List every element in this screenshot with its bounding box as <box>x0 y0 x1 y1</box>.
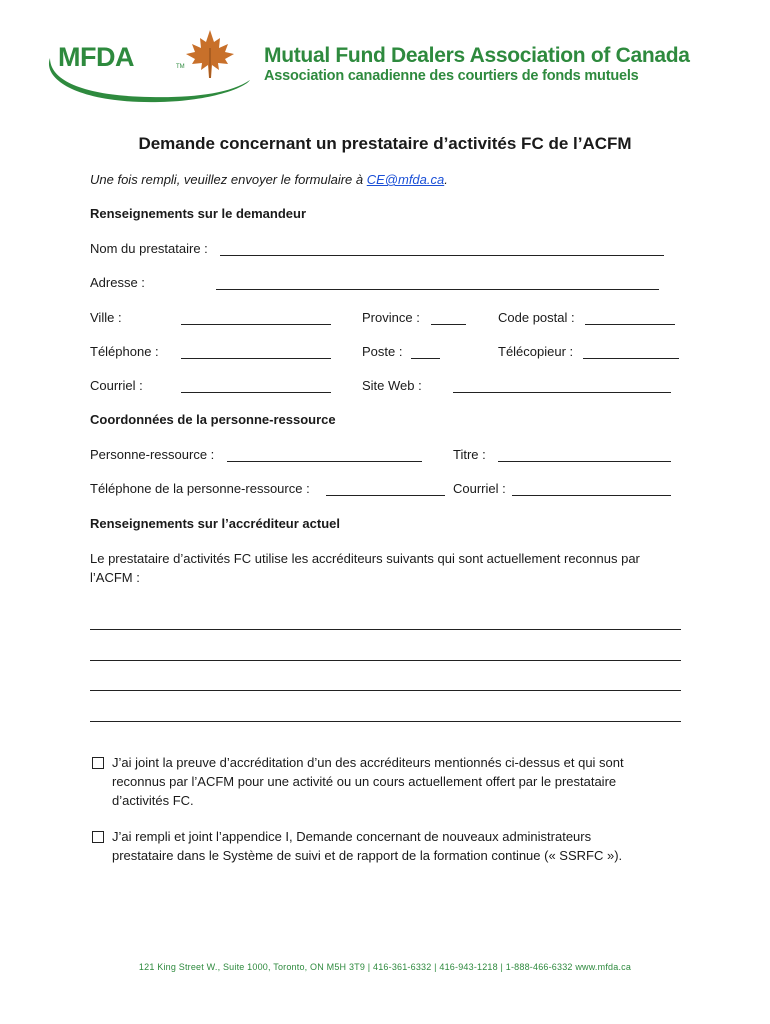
accreditor-entry-line-2[interactable] <box>90 660 681 661</box>
checkbox-1-line-3: d’activités FC. <box>112 793 194 808</box>
intro-instruction: Une fois rempli, veuillez envoyer le formulaire à <box>90 172 367 187</box>
provider-name-label: Nom du prestataire : <box>90 241 208 256</box>
checkbox-1-line-2: reconnus par l’ACFM pour une activité ou un cours actuellement offert par le prestataire <box>112 774 617 789</box>
contact-email-field[interactable] <box>512 495 671 496</box>
appendix-attached-checkbox[interactable] <box>92 831 104 843</box>
email-field[interactable] <box>181 392 331 393</box>
accreditor-entry-line-1[interactable] <box>90 629 681 630</box>
city-field[interactable] <box>181 324 331 325</box>
checkbox-1-line-1: J’ai joint la preuve d’accréditation d’un des accréditeurs mentionnés ci-dessus et qui sont <box>112 755 624 770</box>
intro-text <box>90 172 448 187</box>
fax-field[interactable] <box>583 358 679 359</box>
contact-phone-field[interactable] <box>326 495 445 496</box>
organization-name-fr: Association canadienne des courtiers de fonds mutuels <box>264 68 639 84</box>
extension-label: Poste : <box>362 344 403 359</box>
proof-attached-checkbox[interactable] <box>92 757 104 769</box>
email-link[interactable]: CE@mfda.ca <box>366 172 445 187</box>
postal-code-field[interactable] <box>585 324 675 325</box>
accreditor-entry-line-4[interactable] <box>90 721 681 722</box>
email-label: Courriel : <box>90 378 143 393</box>
footer-address: 121 King Street W., Suite 1000, Toronto, ON M5H 3T9 | 416-361-6332 | 416-943-1218 | 1-888-466-6332 www.mfda.ca <box>138 962 632 972</box>
logo-wordmark: MFDA <box>58 42 134 72</box>
checkbox-2-line-1: J’ai rempli et joint l’appendice I, Demande concernant de nouveaux administrateurs <box>112 829 592 844</box>
extension-field[interactable] <box>411 358 440 359</box>
section-heading-contact: Coordonnées de la personne-ressource <box>90 412 336 427</box>
proof-attached-text <box>112 753 682 810</box>
phone-field[interactable] <box>181 358 331 359</box>
appendix-attached-text <box>112 827 682 865</box>
intro-period: . <box>444 172 448 187</box>
page-title: Demande concernant un prestataire d’activités FC de l’ACFM <box>138 134 632 153</box>
contact-title-label: Titre : <box>453 447 486 462</box>
fax-label: Télécopieur : <box>498 344 574 359</box>
address-field[interactable] <box>216 289 659 290</box>
checkbox-2-line-2: prestataire dans le Système de suivi et de rapport de la formation continue (« SSRFC »). <box>112 848 623 863</box>
section-heading-applicant: Renseignements sur le demandeur <box>90 206 307 221</box>
website-field[interactable] <box>453 392 671 393</box>
phone-label: Téléphone : <box>90 344 159 359</box>
address-label: Adresse : <box>90 275 145 290</box>
province-field[interactable] <box>431 324 466 325</box>
maple-leaf-icon <box>184 28 236 85</box>
accreditor-paragraph-line-1: Le prestataire d’activités FC utilise les accréditeurs suivants qui sont actuellement reconnus par <box>90 551 640 566</box>
accreditor-entry-line-3[interactable] <box>90 690 681 691</box>
city-label: Ville : <box>90 310 122 325</box>
section-heading-accreditor: Renseignements sur l’accréditeur actuel <box>90 516 340 531</box>
contact-email-label: Courriel : <box>453 481 506 496</box>
logo-trademark: TM <box>176 64 185 70</box>
contact-person-field[interactable] <box>227 461 422 462</box>
contact-person-label: Personne-ressource : <box>90 447 215 462</box>
accreditor-paragraph-line-2: l’ACFM : <box>90 570 140 585</box>
accreditor-paragraph <box>90 549 690 587</box>
organization-name-en: Mutual Fund Dealers Association of Canada <box>264 44 690 67</box>
postal-code-label: Code postal : <box>498 310 575 325</box>
contact-title-field[interactable] <box>498 461 671 462</box>
provider-name-field[interactable] <box>220 255 664 256</box>
contact-phone-label: Téléphone de la personne-ressource : <box>90 481 310 496</box>
website-label: Site Web : <box>362 378 422 393</box>
province-label: Province : <box>362 310 420 325</box>
